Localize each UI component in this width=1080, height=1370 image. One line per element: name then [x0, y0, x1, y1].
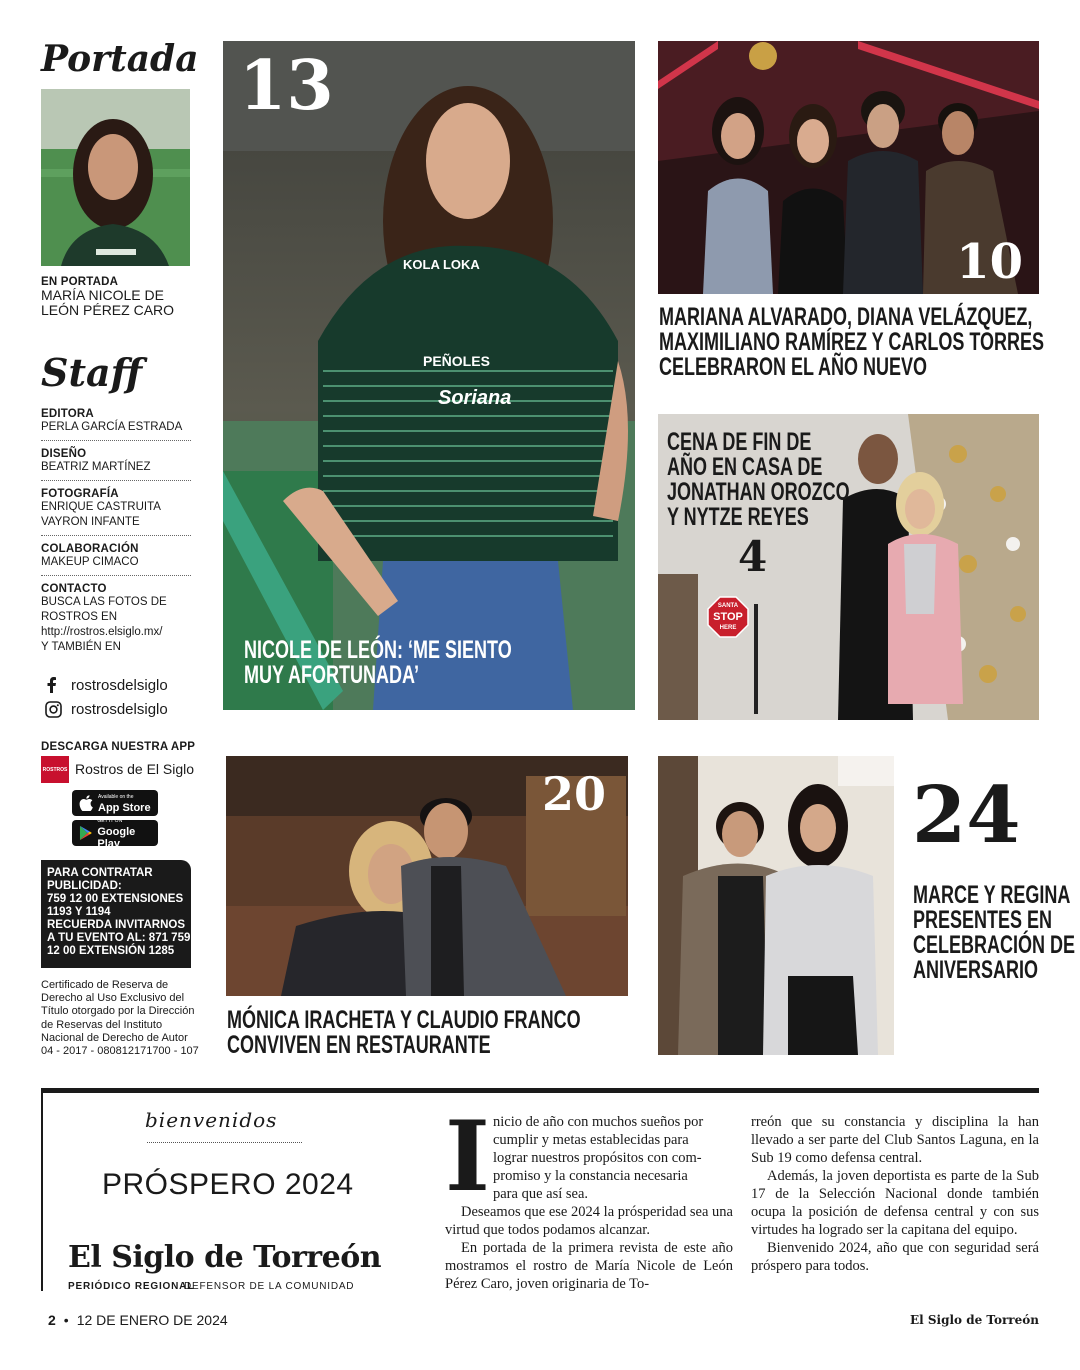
cert-line: de Reservas del Instituto	[41, 1018, 163, 1031]
welcome-column-2	[751, 1113, 1039, 1275]
facebook-handle: rostrosdelsiglo	[71, 676, 168, 694]
ad-text: RECUERDA INVITARNOS	[47, 919, 186, 931]
article-line: lograr nuestros propósitos con com-	[493, 1150, 702, 1166]
contact-text: BUSCA LAS FOTOS DE ROSTROS EN	[41, 596, 167, 623]
restaurant-caption-line: MÓNICA IRACHETA Y CLAUDIO FRANCO	[227, 1006, 581, 1034]
contact-block	[41, 583, 191, 655]
main-story-photo[interactable]	[223, 41, 635, 710]
anniversary-caption-line: ANIVERSARIO	[913, 956, 1039, 984]
sign-text: STOP	[713, 611, 743, 623]
ad-text: A TU EVENTO AL: 871 759	[47, 932, 191, 944]
jersey-brand: KOLA LOKA	[403, 257, 480, 272]
instagram-link[interactable]	[45, 700, 168, 718]
el-siglo-logo: El Siglo de Torreón	[68, 1240, 382, 1275]
app-download-label: DESCARGA NUESTRA APP	[41, 741, 196, 753]
main-caption	[244, 638, 512, 688]
main-page-number: 13	[239, 46, 334, 126]
app-icon-text: ROSTROS	[42, 766, 68, 773]
ad-text: 759 12 00 EXTENSIONES	[47, 893, 184, 905]
cover-thumbnail[interactable]	[41, 89, 190, 266]
anniversary-story-photo[interactable]	[658, 756, 894, 1055]
article-paragraph: Bienvenido 2024, año que con seguridad será próspero para todos.	[751, 1240, 1039, 1274]
cert-line: Derecho al Uso Exclusivo del	[41, 992, 185, 1005]
newyear-caption	[659, 305, 1044, 380]
newyear-caption-line: MAXIMILIANO RAMÍREZ Y CARLOS TORRES	[659, 328, 1045, 356]
welcome-script: bienvenidos	[145, 1108, 278, 1132]
article-paragraph: Además, la joven deportista es parte de la Sub 17 de la Selección Nacional donde también ocupa la posición de defensa central y con sus virtudes ha logrado ser la capitana del equipo.	[751, 1168, 1039, 1238]
app-store-button[interactable]	[72, 790, 158, 816]
sign-text: SANTA	[717, 603, 739, 609]
google-play-button[interactable]	[72, 817, 158, 850]
instagram-handle: rostrosdelsiglo	[71, 700, 168, 718]
page-footer	[48, 1312, 228, 1328]
apple-icon	[79, 795, 93, 811]
article-line: nicio de año con muchos sueños por	[493, 1114, 704, 1130]
divider	[41, 480, 191, 481]
anniversary-caption-line: CELEBRACIÓN DE	[913, 931, 1076, 959]
anniversary-page-number: 24	[912, 770, 1021, 861]
dinner-story-photo[interactable]	[658, 414, 1039, 720]
cover-label: EN PORTADA	[41, 276, 119, 288]
staff-colaboracion	[41, 543, 191, 570]
staff-role: FOTOGRAFÍA	[41, 488, 119, 500]
dinner-caption-line: AÑO EN CASA DE	[667, 453, 823, 481]
instagram-icon	[45, 701, 62, 718]
article-line: cumplir y metas establecidas para	[493, 1132, 689, 1148]
google-play-label: Google Play	[97, 825, 136, 850]
anniversary-caption-line: MARCE Y REGINA	[913, 881, 1071, 909]
logo-subtitle-left: PERIÓDICO REGIONAL	[68, 1281, 195, 1292]
staff-role: COLABORACIÓN	[41, 543, 139, 555]
staff-diseno	[41, 448, 191, 475]
welcome-title: PRÓSPERO 2024	[102, 1168, 354, 1201]
main-photo-image	[223, 41, 635, 710]
facebook-icon	[45, 677, 59, 693]
cover-name: MARÍA NICOLE DE LEÓN PÉREZ CARO	[41, 287, 175, 318]
cert-line: Título otorgado por la Dirección	[41, 1005, 195, 1018]
app-icon[interactable]	[41, 756, 69, 783]
welcome-column-1	[445, 1100, 733, 1293]
restaurant-story-photo[interactable]	[226, 756, 628, 996]
staff-title: Staff	[41, 350, 143, 395]
app-store-small: Available on the	[98, 793, 134, 800]
advertising-box	[41, 860, 191, 968]
contact-url-link[interactable]: http://rostros.elsiglo.mx/	[41, 626, 163, 638]
article-lead	[493, 1113, 733, 1203]
restaurant-caption-line: CONVIVEN EN RESTAURANTE	[227, 1031, 491, 1059]
app-name: Rostros de El Siglo	[75, 761, 195, 777]
sign-text: HERE	[719, 625, 737, 631]
article-line: promiso y la constancia necesaria	[493, 1168, 688, 1184]
staff-role: EDITORA	[41, 408, 94, 420]
app-store-label: App Store	[98, 801, 151, 814]
restaurant-caption	[227, 1008, 581, 1058]
portada-title: Portada	[41, 38, 199, 80]
ad-text: PARA CONTRATAR	[47, 867, 153, 879]
newyear-caption-line: CELEBRARON EL AÑO NUEVO	[659, 353, 928, 381]
article-paragraph: Deseamos que ese 2024 la prósperidad sea una virtud que todos podamos alcanzar.	[445, 1204, 733, 1238]
page-number: 2	[48, 1312, 56, 1328]
staff-name: ENRIQUE CASTRUITA	[41, 501, 161, 513]
jersey-sponsor-penoles: PEÑOLES	[423, 353, 490, 369]
anniversary-photo-image	[658, 756, 894, 1055]
ad-text: PUBLICIDAD:	[47, 880, 122, 892]
staff-name: BEATRIZ MARTÍNEZ	[41, 461, 151, 473]
ad-text: 12 00 EXTENSIÓN 1285	[47, 945, 175, 957]
welcome-divider	[147, 1142, 302, 1143]
main-caption-line: MUY AFORTUNADA’	[244, 661, 420, 689]
dinner-caption-line: Y NYTZE REYES	[667, 503, 809, 531]
contact-text: Y TAMBIÉN EN	[41, 641, 121, 653]
cert-line: 04 - 2017 - 080812171700 - 107	[41, 1045, 199, 1058]
dinner-page-number: 4	[738, 532, 768, 581]
article-paragraph: En portada de la primera revista de este año mostramos el rostro de María Nicole de León Pérez Caro, joven originaria de To-	[445, 1240, 733, 1292]
stop-sign-text	[707, 601, 749, 633]
staff-role: DISEÑO	[41, 448, 87, 460]
footer-bullet: •	[63, 1312, 69, 1328]
staff-list	[41, 408, 191, 655]
ad-text: 1193 Y 1194	[47, 906, 111, 918]
divider	[41, 575, 191, 576]
dinner-caption-line: JONATHAN OROZCO	[667, 478, 850, 506]
section-rule	[41, 1088, 1039, 1093]
google-play-small: GET IT ON	[97, 817, 123, 824]
divider	[41, 535, 191, 536]
main-caption-line: NICOLE DE LEÓN: ‘ME SIENTO	[244, 636, 512, 664]
anniversary-caption	[913, 883, 1075, 983]
dinner-caption-line: CENA DE FIN DE	[667, 428, 812, 456]
footer-brand: El Siglo de Torreón	[909, 1313, 1039, 1327]
article-body	[445, 1203, 733, 1293]
newyear-page-number: 10	[956, 234, 1023, 290]
newyear-caption-line: MARIANA ALVARADO, DIANA VELÁZQUEZ,	[659, 303, 1033, 331]
divider	[41, 440, 191, 441]
staff-fotografia	[41, 488, 191, 530]
issue-date: 12 DE ENERO DE 2024	[76, 1312, 228, 1328]
newyear-story-photo[interactable]	[658, 41, 1039, 294]
facebook-link[interactable]	[45, 676, 168, 694]
cert-line: Certificado de Reserva de	[41, 979, 169, 991]
article-line: para que así sea.	[493, 1186, 589, 1202]
staff-editora	[41, 408, 191, 435]
staff-name: MAKEUP CIMACO	[41, 556, 139, 568]
restaurant-page-number: 20	[541, 767, 606, 821]
logo-subtitle-right: DEFENSOR DE LA COMUNIDAD	[184, 1281, 355, 1292]
jersey-sponsor-soriana: Soriana	[438, 387, 512, 409]
cert-line: Nacional de Derecho de Autor	[41, 1031, 188, 1044]
contact-label: CONTACTO	[41, 583, 107, 595]
article-paragraph: rreón que su constancia y disciplina la han llevado a ser parte del Club Santos Laguna, en la Sub 19 como defensa central.	[751, 1114, 1039, 1166]
certificate-text	[41, 979, 201, 1058]
staff-name: VAYRON INFANTE	[41, 516, 140, 528]
anniversary-caption-line: PRESENTES EN	[913, 906, 1053, 934]
section-rule-vertical	[41, 1093, 43, 1291]
staff-name: PERLA GARCÍA ESTRADA	[41, 421, 183, 433]
drop-cap: I	[445, 1100, 490, 1213]
google-play-icon	[79, 825, 92, 841]
dinner-caption	[667, 430, 850, 530]
